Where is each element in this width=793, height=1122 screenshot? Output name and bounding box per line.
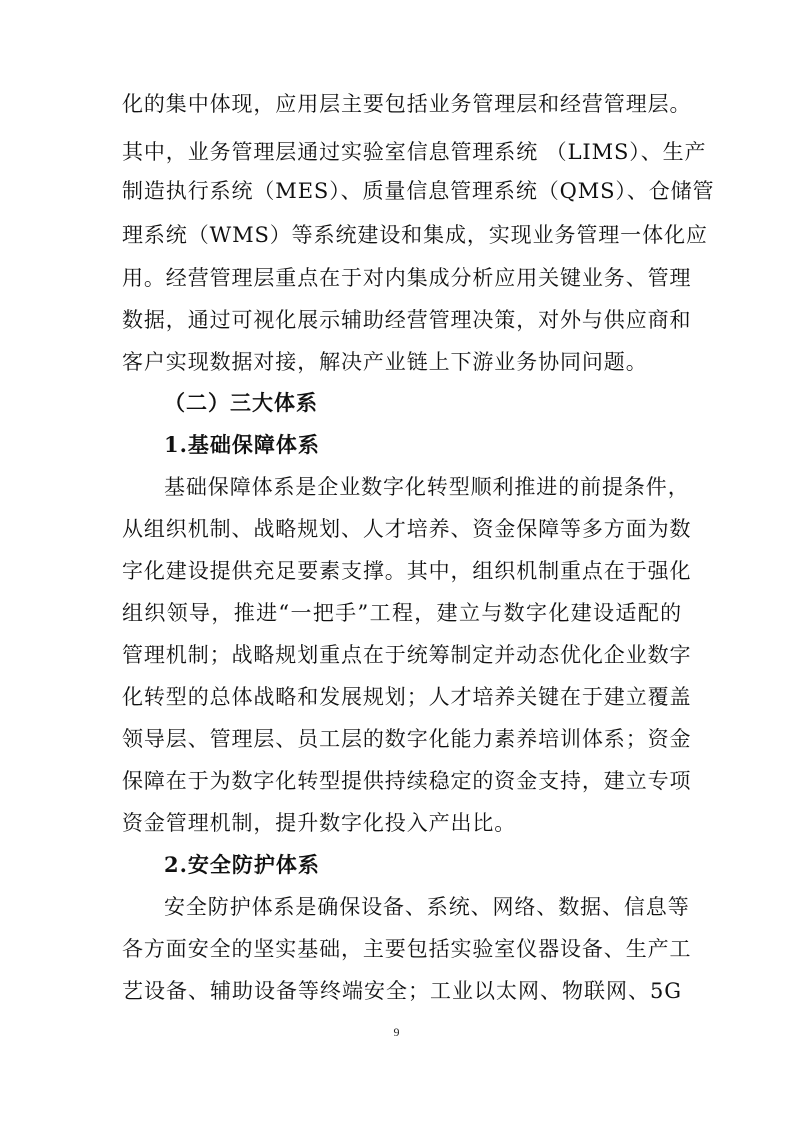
- text-line: 组织领导，推进“一把手”工程，建立与数字化建设适配的: [122, 601, 682, 625]
- text-line: 基础保障体系是企业数字化转型顺利推进的前提条件，: [164, 475, 690, 499]
- text-line: 化转型的总体战略和发展规划；人才培养关键在于建立覆盖: [122, 685, 692, 709]
- text-line: 客户实现数据对接，解决产业链上下游业务协同问题。: [122, 350, 648, 374]
- text-line: 化的集中体现，应用层主要包括业务管理层和经营管理层。: [122, 92, 692, 116]
- text-line: 数据，通过可视化展示辅助经营管理决策，对外与供应商和: [122, 308, 692, 332]
- text-line: 领导层、管理层、员工层的数字化能力素养培训体系；资金: [122, 727, 692, 751]
- text-line: 管理机制；战略规划重点在于统筹制定并动态优化企业数字: [122, 643, 692, 667]
- page-number: 9: [393, 1025, 400, 1039]
- text-line: 保障在于为数字化转型提供持续稳定的资金支持，建立专项: [122, 769, 692, 793]
- text-line: 制造执行系统（MES）、质量信息管理系统（QMS）、仓储管: [122, 179, 715, 203]
- subsection-title: 2.安全防护体系: [164, 852, 320, 877]
- text-line: 用。经营管理层重点在于对内集成分析应用关键业务、管理: [122, 266, 692, 290]
- text-line: 各方面安全的坚实基础，主要包括实验室仪器设备、生产工: [122, 937, 692, 961]
- text-line: 安全防护体系是确保设备、系统、网络、数据、信息等: [164, 895, 690, 919]
- text-line: 从组织机制、战略规划、人才培养、资金保障等多方面为数: [122, 517, 692, 541]
- text-line: 理系统（WMS）等系统建设和集成，实现业务管理一体化应: [122, 223, 708, 247]
- text-line: 资金管理机制，提升数字化投入产出比。: [122, 811, 517, 835]
- text-line: 字化建设提供充足要素支撑。其中，组织机制重点在于强化: [122, 559, 692, 583]
- text-line: 其中，业务管理层通过实验室信息管理系统 （LIMS）、生产: [122, 140, 707, 164]
- section-heading: （二）三大体系: [164, 390, 318, 415]
- text-line: 艺设备、辅助设备等终端安全；工业以太网、物联网、5G: [122, 979, 682, 1003]
- subsection-title: 1.基础保障体系: [164, 432, 320, 457]
